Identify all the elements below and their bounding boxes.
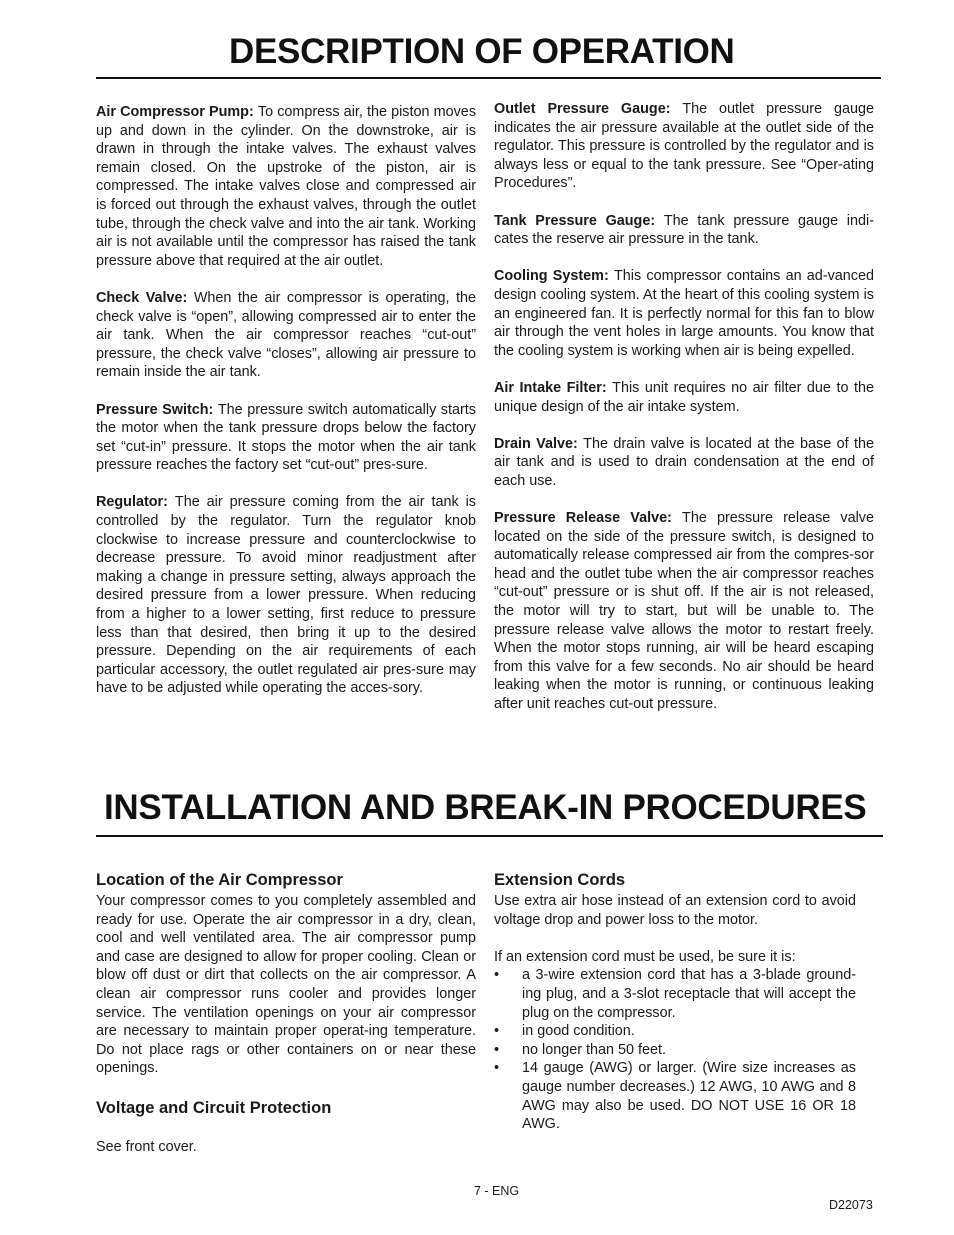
air-compressor-pump-paragraph <box>96 103 476 270</box>
paragraph-heading: Pressure Release Valve: <box>494 510 672 527</box>
outlet-pressure-gauge-paragraph <box>494 100 874 193</box>
paragraph-heading: Tank Pressure Gauge: <box>494 212 656 229</box>
paragraph-text: The drain valve is located at the base of the air tank and is used to drain condensation at the end of each use. <box>494 435 875 489</box>
air-intake-filter-paragraph <box>494 379 874 416</box>
description-right-column <box>494 100 874 732</box>
description-left-column <box>96 103 476 717</box>
paragraph-text: The tank pressure gauge indi-cates the reserve air pressure in the tank. <box>494 212 874 248</box>
list-item: • no longer than 50 feet. <box>494 1041 856 1060</box>
title-rule <box>96 835 883 837</box>
paragraph-heading: Drain Valve: <box>494 435 578 452</box>
page-number: 7 - ENG <box>474 1184 520 1198</box>
extension-cords-list <box>494 966 856 1133</box>
list-item: • in good condition. <box>494 1022 856 1041</box>
paragraph-heading: Cooling System: <box>494 268 609 285</box>
title-rule <box>96 77 881 79</box>
list-item: • a 3-wire extension cord that has a 3-blade ground-ing plug, and a 3-slot receptacle that will accept the plug on the compressor. <box>494 966 856 1022</box>
cooling-system-paragraph <box>494 267 874 360</box>
paragraph-text: This compressor contains an ad-vanced design cooling system. At the heart of this cooling system is an engineered fan. It is perfectly normal for this fan to blow air through the vent holes in large amounts. You know that the cooling system is working when air is being expelled. <box>494 268 874 359</box>
paragraph-text: The pressure switch automatically starts the motor when the tank pressure drops below the factory set “cut-in” pressure. It stops the motor when the air tank pressure reaches the factory set “cut-out” pres-sure. <box>96 401 476 474</box>
location-column <box>96 892 476 1097</box>
list-item: • 14 gauge (AWG) or larger. (Wire size increases as gauge number decreases.) 12 AWG, 10 AWG and 8 AWG may also be used. DO NOT USE 16 OR 18 AWG. <box>494 1059 856 1133</box>
paragraph-text: To compress air, the piston moves up and down in the cylinder. On the downstroke, air is drawn in through the intake valves. The exhaust valves remain closed. On the upstroke of the piston, air is compressed. The intake valves close and compressed air is forced out through the exhaust valves, through the outlet tube, through the check valve and into the air tank. Working air is not available until the compressor has raised the tank pressure above that required at the air outlet. <box>96 104 477 269</box>
tank-pressure-gauge-paragraph <box>494 212 874 249</box>
pressure-switch-paragraph <box>96 401 476 475</box>
voltage-text: See front cover. <box>96 1139 197 1155</box>
paragraph-heading: Pressure Switch: <box>96 401 214 418</box>
description-title: DESCRIPTION OF OPERATION <box>229 32 735 71</box>
regulator-paragraph <box>96 493 476 698</box>
paragraph-text: This unit requires no air filter due to the unique design of the air intake system. <box>494 379 874 415</box>
voltage-column <box>96 1138 476 1175</box>
extension-cords-intro: Use extra air hose instead of an extension cord to avoid voltage drop and power loss to the motor. <box>494 893 856 928</box>
paragraph-heading: Check Valve: <box>96 289 188 306</box>
paragraph-heading: Air Compressor Pump: <box>96 104 254 120</box>
paragraph-text: The pressure release valve located on the side of the pressure switch, is designed to automatically release compressed air from the compres-sor head and the outlet tube when the air compressor reaches “cut-out” pressure or is shut off. If the air is not released, the motor will try to start, but will be unable to. The pressure release valve allows the motor to restart freely. When the motor stops running, air will be heard escaping from this valve for a few seconds. No air should be heard leaking when the motor is running, or continuous leaking after unit reaches cut-out pressure. <box>494 510 875 712</box>
extension-cords-column <box>494 892 856 1134</box>
pressure-release-valve-paragraph <box>494 509 874 714</box>
extension-cords-requirement: If an extension cord must be used, be sure it is: <box>494 948 796 965</box>
paragraph-text: The outlet pressure gauge indicates the air pressure available at the outlet side of the regulator. This pressure is controlled by the regulator and is always less or equal to the tank pressure. See “Oper-ating Procedures”. <box>494 101 874 192</box>
paragraph-heading: Air Intake Filter: <box>494 379 607 396</box>
extension-cords-heading: Extension Cords <box>494 871 626 889</box>
drain-valve-paragraph <box>494 435 874 491</box>
paragraph-text: The air pressure coming from the air tank is controlled by the regulator. Turn the regulator knob clockwise to increase pressure and counterclockwise to decrease pressure. To avoid minor readjustment after making a change in pressure setting, always approach the desired pressure from a lower pressure. When reducing from a higher to a lower setting, first reduce to pressure less than that desired, then bring it up to the desired pressure. Depending on the air requirements of each particular accessory, the outlet regulated air pres-sure may have to be adjusted while operating the acces-sory. <box>96 494 477 697</box>
voltage-heading: Voltage and Circuit Protection <box>96 1099 332 1117</box>
paragraph-heading: Regulator: <box>96 494 168 511</box>
installation-title: INSTALLATION AND BREAK-IN PROCEDURES <box>104 788 867 827</box>
location-text: Your compressor comes to you completely assembled and ready for use. Operate the air compressor in a dry, clean, cool and well ventilated area. The air compressor pump and case are designed to allow for proper cooling. Clean or blow off dust or dirt that collects on the air compressor. A clean air compressor runs cooler and provides longer service. The ventilation openings on your air compressor are necessary to maintain proper operat-ing temperature. Do not place rags or other containers on or near these openings. <box>96 893 476 1077</box>
document-code: D22073 <box>829 1198 873 1212</box>
check-valve-paragraph <box>96 289 476 382</box>
paragraph-heading: Outlet Pressure Gauge: <box>494 101 671 117</box>
paragraph-text: When the air compressor is operating, the check valve is “open”, allowing compressed air to enter the air tank. When the air compressor reaches “cut-out” pressure, the check valve “closes”, allowing air pressure to remain inside the air tank. <box>96 289 477 381</box>
location-heading: Location of the Air Compressor <box>96 871 343 889</box>
